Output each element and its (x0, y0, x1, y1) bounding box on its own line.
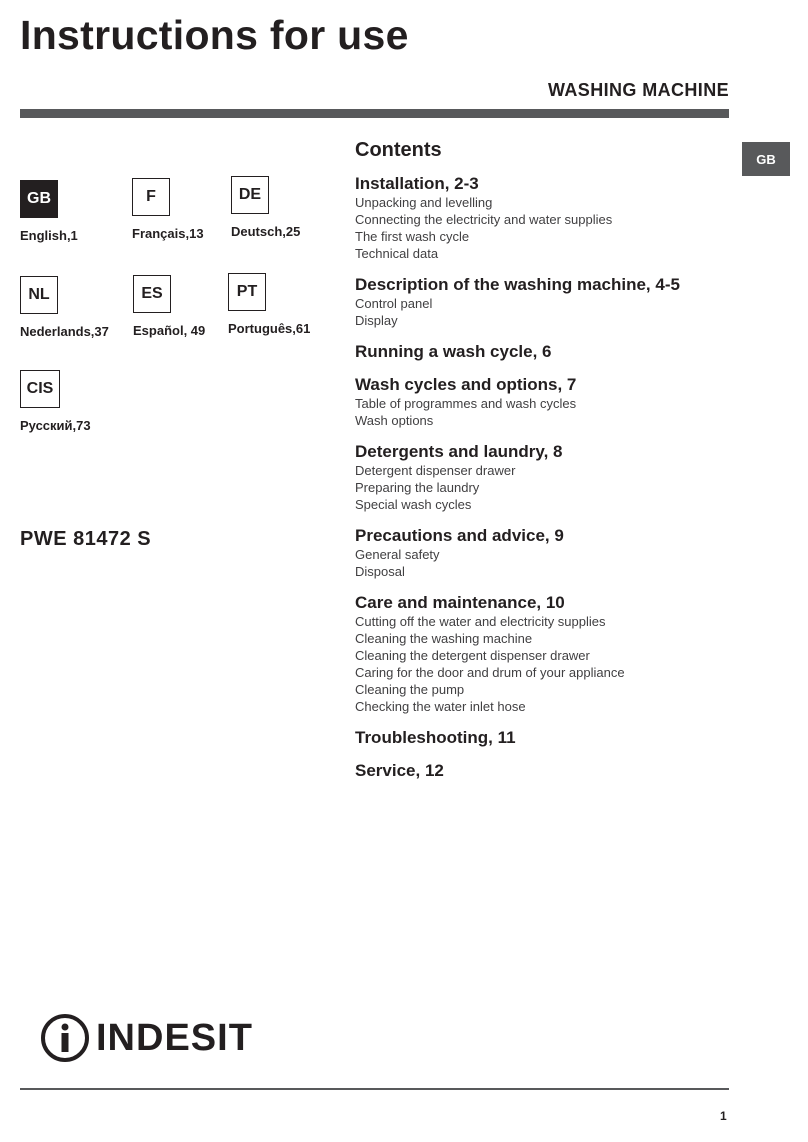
toc-item[interactable]: Special wash cycles (355, 497, 472, 512)
language-code: F (132, 178, 170, 216)
language-label: English,1 (20, 228, 78, 243)
language-label: Português,61 (228, 321, 311, 336)
toc-heading[interactable]: Installation, 2-3 (355, 174, 479, 193)
toc-item[interactable]: Display (355, 313, 398, 328)
language-gb[interactable] (20, 180, 78, 243)
toc-section (355, 442, 795, 513)
toc-section (355, 342, 795, 362)
language-tab: GB (742, 142, 790, 176)
toc-section (355, 593, 795, 715)
toc-item[interactable]: Checking the water inlet hose (355, 699, 526, 714)
brand-name: INDESIT (96, 1016, 253, 1059)
toc-item[interactable]: Table of programmes and wash cycles (355, 396, 577, 411)
language-cis[interactable] (20, 370, 91, 433)
toc-item[interactable]: Wash options (355, 413, 434, 428)
page-number: 1 (720, 1109, 727, 1123)
brand-logo (40, 1013, 253, 1063)
toc-section (355, 728, 795, 748)
language-nl[interactable] (20, 276, 109, 339)
language-de[interactable] (231, 176, 300, 239)
toc-heading[interactable]: Running a wash cycle, 6 (355, 342, 552, 361)
language-code: PT (228, 273, 266, 311)
toc-heading[interactable]: Precautions and advice, 9 (355, 526, 564, 545)
toc-item[interactable]: Cleaning the washing machine (355, 631, 533, 646)
toc-heading[interactable]: Detergents and laundry, 8 (355, 442, 563, 461)
language-label: Español, 49 (133, 323, 206, 338)
language-label: Nederlands,37 (20, 324, 109, 339)
toc-section (355, 275, 795, 329)
language-label: Deutsch,25 (231, 224, 301, 239)
toc-item[interactable]: Caring for the door and drum of your appliance (355, 665, 625, 680)
toc-item[interactable]: Preparing the laundry (355, 480, 480, 495)
toc-heading[interactable]: Wash cycles and options, 7 (355, 375, 577, 394)
footer-divider (20, 1088, 729, 1090)
language-code: ES (133, 275, 171, 313)
language-code: DE (231, 176, 269, 214)
language-code: NL (20, 276, 58, 314)
indesit-logo-icon (40, 1013, 90, 1063)
toc-item[interactable]: Cutting off the water and electricity supplies (355, 614, 606, 629)
toc-section (355, 375, 795, 429)
toc-heading[interactable]: Troubleshooting, 11 (355, 728, 516, 747)
language-es[interactable] (133, 275, 205, 338)
model-number: PWE 81472 S (20, 528, 152, 550)
toc-heading[interactable]: Description of the washing machine, 4-5 (355, 275, 680, 294)
language-label: Русский,73 (20, 418, 91, 433)
table-of-contents (355, 139, 795, 794)
language-pt[interactable] (228, 273, 310, 336)
toc-section (355, 761, 795, 781)
language-f[interactable] (132, 178, 204, 241)
product-type: WASHING MACHINE (548, 80, 729, 100)
contents-title: Contents (355, 139, 442, 161)
toc-item[interactable]: General safety (355, 547, 440, 562)
language-label: Français,13 (132, 226, 204, 241)
toc-heading[interactable]: Service, 12 (355, 761, 444, 780)
toc-item[interactable]: Technical data (355, 246, 439, 261)
toc-item[interactable]: Detergent dispenser drawer (355, 463, 516, 478)
toc-item[interactable]: The first wash cycle (355, 229, 470, 244)
toc-item[interactable]: Unpacking and levelling (355, 195, 493, 210)
toc-item[interactable]: Connecting the electricity and water supplies (355, 212, 613, 227)
page-title: Instructions for use (20, 12, 409, 58)
toc-item[interactable]: Cleaning the detergent dispenser drawer (355, 648, 590, 663)
toc-section (355, 174, 795, 262)
toc-item[interactable]: Control panel (355, 296, 433, 311)
toc-heading[interactable]: Care and maintenance, 10 (355, 593, 565, 612)
toc-item[interactable]: Disposal (355, 564, 405, 579)
toc-item[interactable]: Cleaning the pump (355, 682, 465, 697)
language-code: GB (20, 180, 58, 218)
header-divider (20, 109, 729, 118)
toc-section (355, 526, 795, 580)
language-code: CIS (20, 370, 60, 408)
